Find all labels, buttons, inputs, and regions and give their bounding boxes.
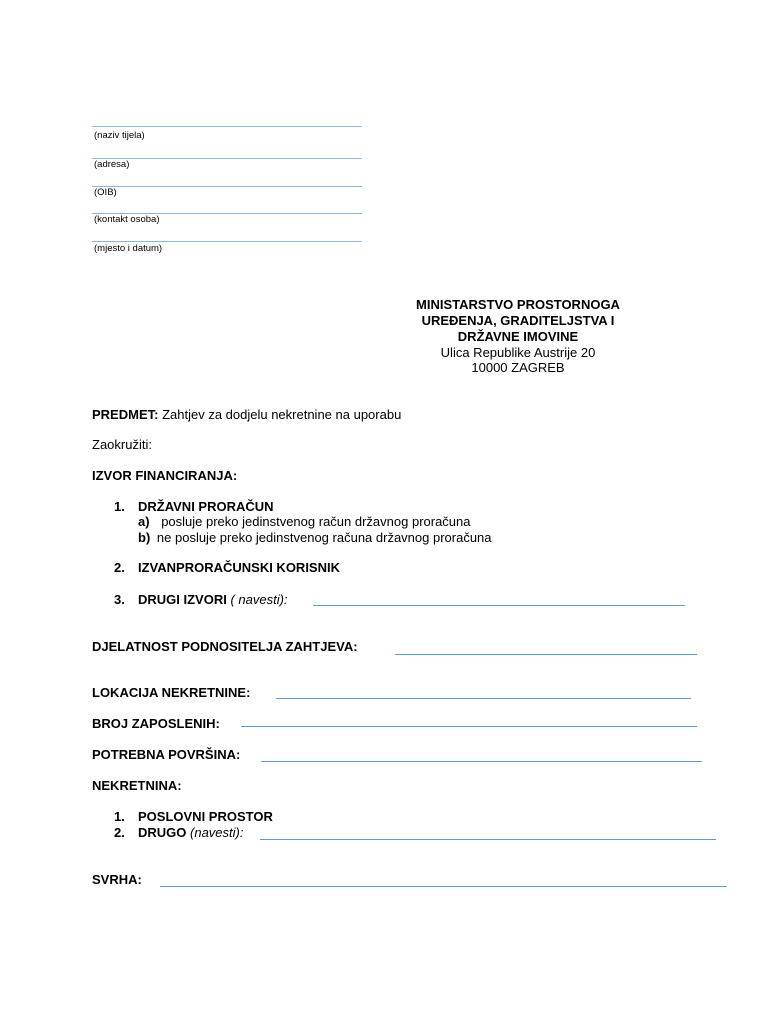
property-item-2-note: (navesti): [190,825,244,840]
funding-item-3-label: DRUGI IZVORI [138,592,227,607]
property-item-1-label[interactable]: POSLOVNI PROSTOR [138,809,273,824]
area-label: POTREBNA POVRŠINA: [92,747,241,762]
recipient-city: 10000 ZAGREB [471,360,565,375]
subject-text: Zahtjev za dodjelu nekretnine na uporabu [162,407,402,422]
funding-heading: IZVOR FINANCIRANJA: [92,468,238,483]
funding-item-3-number: 3. [114,592,125,607]
sender-oib-line[interactable] [92,186,362,187]
subject-line [92,407,401,423]
area-input-line[interactable] [261,761,702,762]
funding-sub-b-letter: b) [138,530,151,545]
sender-name-line[interactable] [92,126,362,127]
sender-address-label: (adresa) [94,159,130,170]
activity-label: DJELATNOST PODNOSITELJA ZAHTJEVA: [92,639,358,654]
recipient-line-1: MINISTARSTVO PROSTORNOGA [416,297,620,312]
funding-sub-a-letter: a) [138,514,150,529]
location-label: LOKACIJA NEKRETNINE: [92,685,251,700]
location-input-line[interactable] [276,698,691,699]
funding-item-1-number: 1. [114,499,125,514]
property-item-2-label: DRUGO [138,825,187,840]
purpose-label: SVRHA: [92,872,142,887]
purpose-input-line[interactable] [160,886,727,887]
funding-item-3-note: ( navesti): [230,592,288,607]
employees-label: BROJ ZAPOSLENIH: [92,716,220,731]
funding-sub-b-text: ne posluje preko jedinstvenog računa državnog proračuna [156,530,492,545]
circle-instruction: Zaokružiti: [92,437,152,452]
funding-sub-a-text: posluje preko jedinstvenog račun državnog proračuna [161,514,471,529]
funding-item-2-number: 2. [114,560,125,575]
property-other-input-line[interactable] [260,839,716,840]
funding-item-2-label[interactable]: IZVANPRORAČUNSKI KORISNIK [138,560,340,575]
sender-contact-label: (kontakt osoba) [94,214,160,225]
sender-address-line[interactable] [92,158,362,159]
other-sources-input-line[interactable] [313,605,685,606]
sender-place-date-line[interactable] [92,241,362,242]
subject-label: PREDMET: [92,407,159,422]
property-item-1-number: 1. [114,809,125,824]
recipient-line-3: DRŽAVNE IMOVINE [457,329,579,344]
property-heading: NEKRETNINA: [92,778,182,793]
funding-item-3[interactable] [138,592,288,608]
sender-oib-label: (OIB) [94,187,117,198]
sender-place-date-label: (mjesto i datum) [94,243,163,254]
funding-sub-a[interactable] [138,514,471,530]
recipient-line-2: UREĐENJA, GRADITELJSTVA I [421,313,615,328]
employees-input-line[interactable] [241,726,697,727]
activity-input-line[interactable] [395,654,697,655]
sender-name-label: (naziv tijela) [94,130,145,141]
property-item-2-number: 2. [114,825,125,840]
funding-sub-b[interactable] [138,530,492,546]
recipient-street: Ulica Republike Austrije 20 [440,345,596,360]
funding-item-1-label[interactable]: DRŽAVNI PRORAČUN [138,499,274,514]
property-item-2[interactable] [138,825,243,841]
